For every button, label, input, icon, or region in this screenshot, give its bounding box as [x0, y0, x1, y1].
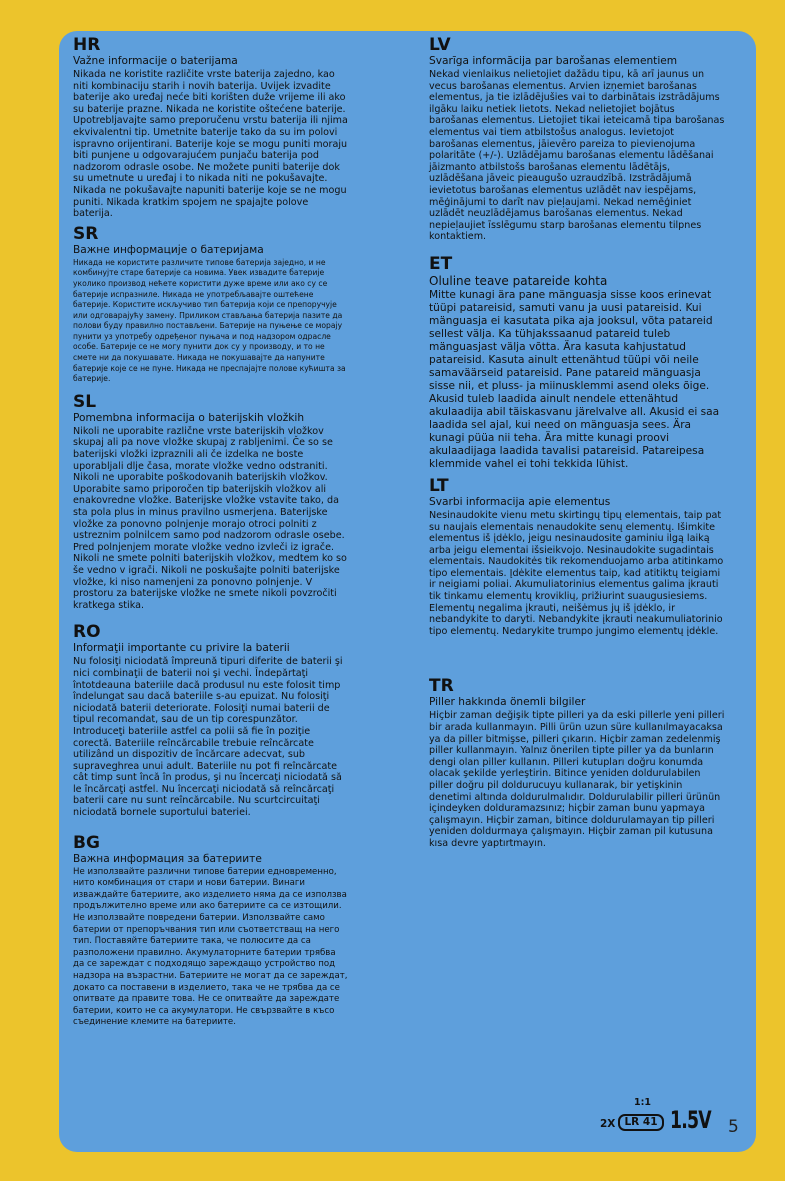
section-text: Nikoli ne uporabite različne vrste baterijskih vložkov skupaj ali pa nove vložke skupaj z rabljenimi. Če so se baterijski vložki izpraznili ali če izdelka ne boste uporabljali dlje časa, morate vložke vedno odstraniti. Nikoli ne uporabite poškodovanih baterijskih vložkov. Uporabite samo priporočen tip baterijskih vložkov ali enakovredne vložke. Baterijske vložke vstavite tako, da sta pola plus in minus pravilno usmerjena. Baterijske vložke za ponovno polnjenje morajo otroci polniti z ustreznim polnilcem samo pod nadzorom odrasle osebe. Pred polnjenjem morate vložke vedno izvleči iz igrače. Nikoli ne smete polniti baterijskih vložkov, medtem ko so še vedno v igrači. Nikoli ne poskušajte polniti baterijske vložke, ki niso namenjeni za ponovno polnjenje. V prostoru za baterijske vložke ne smete nikoli povzročiti kratkega stika.: [73, 425, 347, 611]
language-code: SR: [73, 223, 99, 244]
battery-quantity: 2X: [600, 1118, 616, 1130]
language-code: LV: [429, 35, 451, 55]
section-title: Важне информације о батеријама: [73, 243, 264, 256]
section-title: Važne informacije o baterijama: [73, 55, 238, 67]
section-title: Важна информация за батериите: [73, 852, 262, 865]
battery-ratio: 1:1: [634, 1097, 652, 1108]
section-title: Informaţii importante cu privire la baterii: [73, 642, 290, 655]
language-code: SL: [73, 391, 97, 412]
section-title: Piller hakkında önemli bilgiler: [429, 696, 586, 709]
battery-cell-icon: [618, 1114, 664, 1131]
section-title: Oluline teave patareide kohta: [429, 273, 608, 288]
section-text: Не използвайте различни типове батерии едновременно, нито комбинация от стари и нови батерии. Винаги изваждайте батериите, ако изделието няма да се използва продължително време или ако батериите са се изтощили. Не използвайте повредени батерии. Използвайте само батерии от препоръчвания тип или съответстващ на него тип. Поставяйте батериите така, че полюсите да са разположени правилно. Акумулаторните батерии трябва да се зареждат с подходящо зареждащо устройство под надзора на възрастни. Батериите не могат да се зареждат, докато са поставени в изделието, така че не трябва да се опитвате да правите това. Не се опитвайте да зареждате батерии, които не са акумулатори. Не свързвайте в късо съединение клемите на батериите.: [73, 866, 348, 1028]
language-code: RO: [73, 622, 101, 643]
section-title: Svarbi informacija apie elementus: [429, 495, 611, 508]
battery-voltage: 1.5V: [670, 1106, 711, 1134]
section-ro: [73, 623, 348, 818]
language-code: LT: [429, 475, 449, 496]
left-column: [73, 36, 348, 1029]
section-bg: [73, 834, 348, 1029]
section-et: [429, 255, 726, 471]
section-text: Nu folosiţi niciodată împreună tipuri diferite de baterii şi nici combinaţii de baterii noi şi vechi. Îndepărtaţi întotdeauna bateriile dacă produsul nu este folosit timp îndelungat sau dacă bateriile s-au epuizat. Nu folosiţi niciodată baterii deteriorate. Folosiţi numai baterii de tipul recomandat, sau de un tip corespunzător. Introduceţi bateriile astfel ca polii să fie în poziţie corectă. Bateriile reîncărcabile trebuie reîncărcate utilizând un dispozitiv de încărcare adecvat, sub supraveghrea unui adult. Bateriile nu pot fi reîncărcate cât timp sunt încă în produs, şi nu încercaţi niciodată să le încărcaţi astfel. Nu încercaţi niciodată să reîncărcaţi baterii care nu sunt reîncărcabile. Nu scurtcircuitaţi niciodată bornele suportului bateriei.: [73, 656, 343, 819]
language-code: BG: [73, 832, 100, 853]
section-title: Pomembna informacija o baterijskih vložkih: [73, 411, 305, 424]
section-hr: [73, 36, 348, 220]
language-code: ET: [429, 253, 453, 274]
section-tr: [429, 677, 726, 849]
section-text: Mitte kunagi ära pane mänguasja sisse koos erinevat tüüpi patareisid, samuti vanu ja uusi patareisid. Kui mänguasja ei kasutata pika aja jooksul, võta patareid sellest välja. Ka tühjakssaanud patareid tuleb mänguasjast välja võtta. Ära kasuta kahjustatud patareisid. Kasuta ainult ettenähtud tüüpi või neile samaväärseid patareisid. Pane patareid mänguasja sisse nii, et pluss- ja miinusklemmi asend oleks õige. Akusid tuleb laadida ainult nendele ettenähtud akulaadija abil täiskasvanu järelvalve all. Akusid ei saa laadida sel ajal, kui need on mänguasja sees. Ära kunagi püüa nii teha. Ära mitte kunagi proovi akulaadijaga laadida tavalisi patareisid. Patareipesa klemmide vahel ei tohi tekkida lühist.: [429, 288, 720, 470]
page-number: 5: [728, 1117, 739, 1137]
section-text: Hiçbir zaman değişik tipte pilleri ya da eski pillerle yeni pilleri bir arada kullanmayın. Pilli ürün uzun süre kullanılmayacaksa ya da piller bitmişse, pilleri çıkarın. Hiçbir zaman zedelenmiş piller kullanmayın. Yalnız önerilen tipte piller ya da bunların dengi olan piller kullanın. Pilleri kutupları doğru konumda olacak şekilde yerleştirin. Bitince yeniden doldurulabilen piller doğru pil doldurucuyu kullanarak, bir yetişkinin denetimi altında doldurulmalıdır. Doldurulabilir pilleri ürünün içindeyken dolduramazsınız; hiçbir zaman bunu yapmaya çalışmayın. Hiçbir zaman, bitince doldurulamayan tip pilleri yeniden doldurmaya çalışmayın. Hiçbir zaman pil kutusuna kısa devre yaptırtmayın.: [429, 710, 725, 849]
section-lt: [429, 477, 726, 638]
section-text: Nekad vienlaikus nelietojiet dažādu tipu, kā arī jaunus un vecus barošanas elementus. Arvien izņemiet barošanas elementus, ja tie izlādējušies vai to darbinātais izstrādājums ilgāku laiku netiek lietots. Nekad nelietojiet bojātus barošanas elementus. Lietojiet tikai ieteicamā tipa barošanas elementus vai tiem atbilstošus analogus. Ievietojot barošanas elementus, jāievēro pareiza to pievienojuma polaritāte (+/-). Uzlādējamu barošanas elementu lādēšanai jāizmanto atbilstošs barošanas elementu lādētājs, uzlādēšana jāveic pieaugušo uzraudzībā. Izstrādājumā ievietotus barošanas elementus uzlādēt nav iespējams, mēģinājumi to darīt nav pieļaujami. Nekad nemēģiniet uzlādēt neuzlādējamus barošanas elementus. Nekad nepieļaujiet īsslēgumu starp barošanas elementu tilpnes kontaktiem.: [429, 69, 725, 243]
language-code: HR: [73, 35, 101, 55]
section-sr: [73, 225, 348, 385]
section-lv: [429, 36, 726, 243]
battery-type: LR 41: [624, 1116, 658, 1128]
section-text: Nesinaudokite vienu metu skirtingų tipų elementais, taip pat su naujais elementais nenaudokite senų elementų. Išimkite elementus iš įdėklo, jeigu nesinaudosite gaminiu ilgą laiką arba jeigu elementai išsieikvojo. Nesinaudokite sugadintais elementais. Naudokitės tik rekomenduojamo arba atitinkamo tipo elementais. Įdėkite elementus taip, kad atitiktų teigiami ir neigiami poliai. Akumuliatorinius elementus galima įkrauti tik tinkamu elementų kroviklių, prižiurint suaugusiesiems. Elementų negalima įkrauti, neišėmus jų iš įdėklo, ir nebandykite to daryti. Nebandykite įkrauti neakumuliatorinio tipo elementų. Nedarykite trumpo jungimo elementų įdėkle.: [429, 509, 724, 637]
section-text: Nikada ne koristite različite vrste baterija zajedno, kao niti kombinaciju starih i novih baterija. Uvijek izvadite baterije ako uređaj neće biti korišten duže vrijeme ili ako su baterije prazne. Nikada ne koristite oštećene baterije. Upotrebljavajte samo preporučenu vrstu baterija ili njima ekvivalentni tip. Umetnite baterije tako da su im polovi ispravno orijentirani. Baterije koje se mogu puniti moraju biti punjene u odgovarajućem punjaču baterija pod nadzorom odrasle osobe. Ne možete puniti baterije dok su umetnute u uređaj i to nikada niti ne pokušavajte. Nikada ne pokušavajte napuniti baterije koje se ne mogu puniti. Nikada kratkim spojem ne spajajte polove baterija.: [73, 69, 348, 220]
section-title: Svarīga informācija par barošanas elementiem: [429, 55, 678, 67]
language-code: TR: [429, 676, 454, 697]
section-sl: [73, 393, 348, 612]
right-column: [429, 36, 726, 850]
section-text: Никада не користите различите типове батерија заједно, и не комбинујте старе батерије са новима. Увек извадите батерије уколико производ нећете користити дуже време или ако су се батерије испразниле. Никада не употребљавајте оштећене батерије. Користите искључиво тип батерија који се препоручује или одговарајућу замену. Приликом стављања батерија пазите да полови буду правилно постављени. Батерије на пуњење се морају пунити уз употребу одређеног пуњача и под надзором одрасле особе. Батерије се не могу пунити док су у производу, и то не смете ни да покушавате. Никада не покушавајте да напуните батерије које се не пуне. Никада не преспајајте полове кућишта за батерије.: [73, 257, 346, 384]
